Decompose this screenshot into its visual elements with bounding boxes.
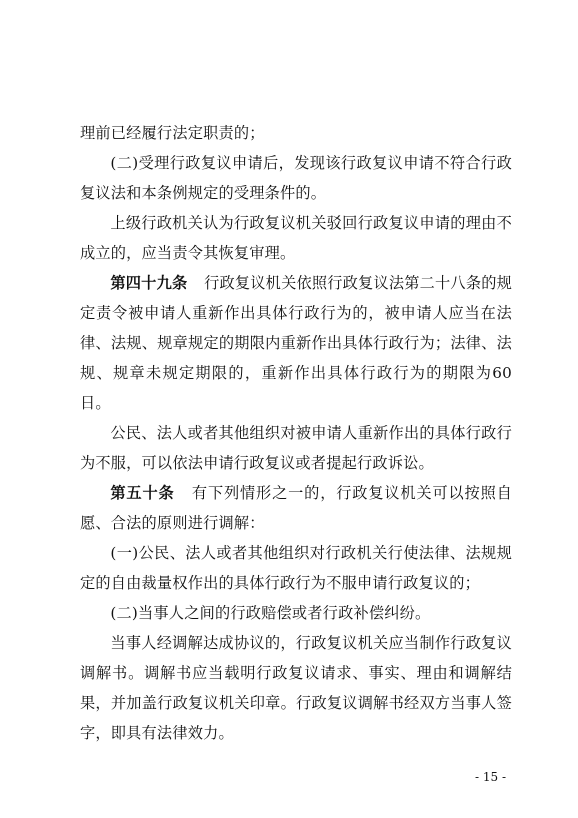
paragraph-text: (二)受理行政复议申请后，发现该行政复议申请不符合行政复议法和本条例规定的受理条件的。 (80, 154, 512, 202)
paragraph-text: 上级行政机关认为行政复议机关驳回行政复议申请的理由不成立的，应当责令其恢复审理。 (80, 214, 512, 262)
paragraph-text: (一)公民、法人或者其他组织对行政机关行使法律、法规规定的自由裁量权作出的具体行政行为不服申请行政复议的； (80, 544, 512, 592)
paragraph-appeal-right (80, 418, 512, 478)
paragraph-text: 行政复议机关依照行政复议法第二十八条的规定责令被申请人重新作出具体行政行为的，被申请人应当在法律、法规、规章规定的期限内重新作出具体行政行为；法律、法规、规章未规定期限的，重新作出具体行政行为的期限为60日。 (80, 274, 513, 412)
paragraph-mediation-agreement (80, 628, 512, 748)
paragraph-continuation (80, 118, 512, 148)
paragraph-text: 公民、法人或者其他组织对被申请人重新作出的具体行政行为不服，可以依法申请行政复议或者提起行政诉讼。 (80, 424, 512, 472)
article-49-title: 第四十九条 (110, 274, 188, 292)
article-50-title: 第五十条 (110, 484, 175, 502)
document-body (80, 118, 512, 748)
paragraph-mediation-case-1 (80, 538, 512, 598)
paragraph-text: 当事人经调解达成协议的，行政复议机关应当制作行政复议调解书。调解书应当载明行政复议请求、事实、理由和调解结果，并加盖行政复议机关印章。行政复议调解书经双方当事人签字，即具有法律效力。 (80, 634, 512, 742)
paragraph-article-50 (80, 478, 512, 538)
paragraph-mediation-case-2 (80, 598, 512, 628)
paragraph-superior-review (80, 208, 512, 268)
paragraph-text: 有下列情形之一的，行政复议机关可以按照自愿、合法的原则进行调解： (80, 484, 512, 532)
page-number: - 15 - (474, 770, 506, 784)
paragraph-clause-2 (80, 148, 512, 208)
paragraph-text: 理前已经履行法定职责的； (80, 124, 265, 142)
paragraph-article-49 (80, 268, 512, 418)
paragraph-text: (二)当事人之间的行政赔偿或者行政补偿纠纷。 (110, 604, 431, 622)
